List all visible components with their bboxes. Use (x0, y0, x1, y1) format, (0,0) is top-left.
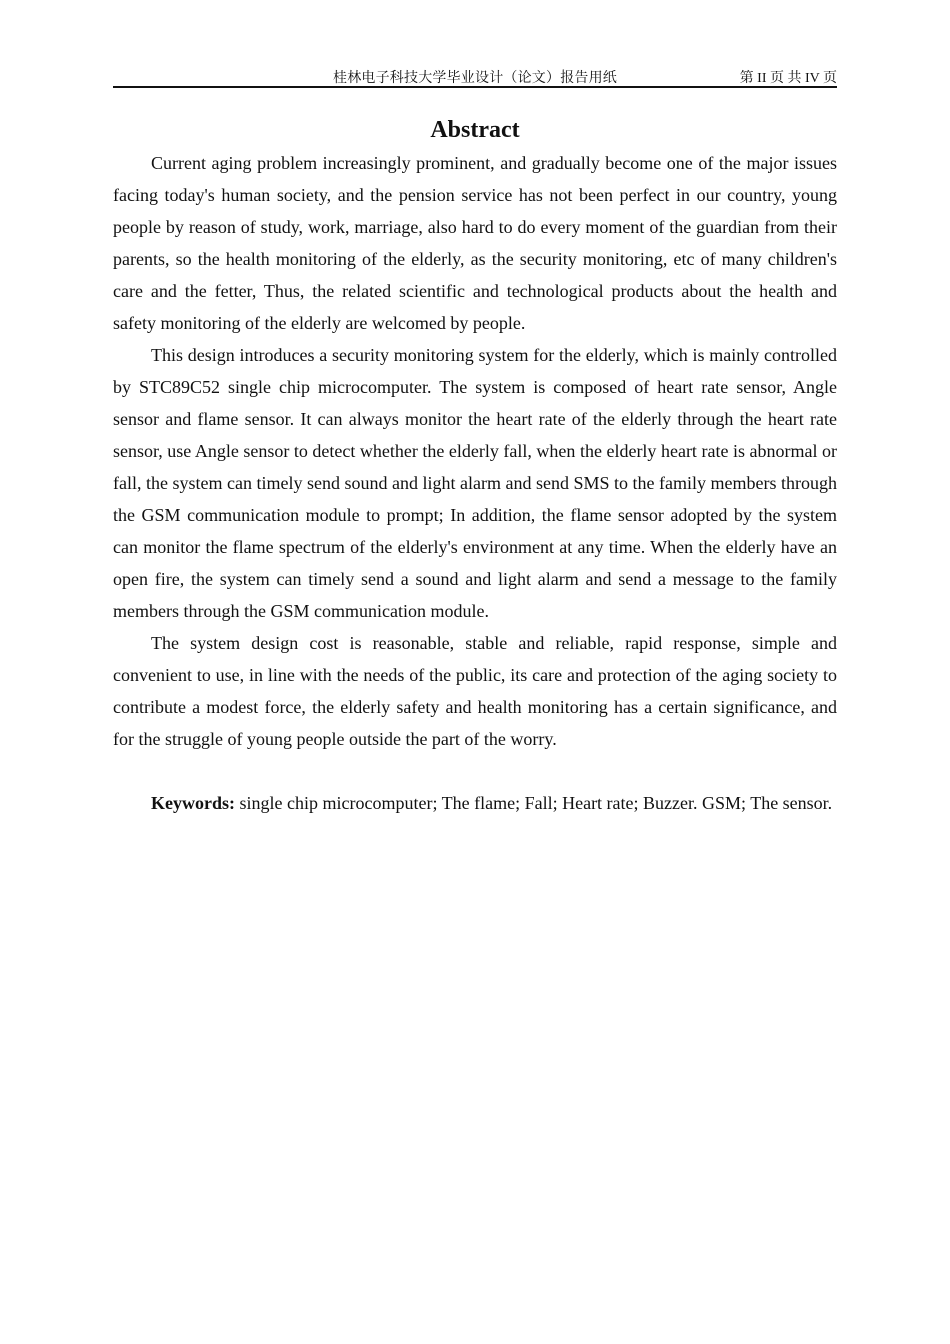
abstract-heading: Abstract (430, 117, 520, 143)
keywords-label: Keywords: (151, 793, 235, 813)
page-header (113, 66, 837, 88)
abstract-paragraph-2: This design introduces a security monitoring system for the elderly, which is mainly controlled by STC89C52 single chip microcomputer. The system is composed of heart rate sensor, Angle sensor and flame sensor. It can always monitor the heart rate of the elderly through the heart rate sensor, use Angle sensor to detect whether the elderly fall, when the elderly heart rate is abnormal or fall, the system can timely send sound and light alarm and send SMS to the family members through the GSM communication module to prompt; In addition, the flame sensor adopted by the system can monitor the flame spectrum of the elderly's environment at any time. When the elderly have an open fire, the system can timely send a sound and light alarm and send a message to the family members through the GSM communication module. (113, 345, 837, 621)
keywords-line (113, 787, 837, 819)
abstract-paragraph-1: Current aging problem increasingly prominent, and gradually become one of the major issues facing today's human society, and the pension service has not been perfect in our country, young people by reason of study, work, marriage, also hard to do every moment of the guardian from their parents, so the health monitoring of the elderly, as the security monitoring, etc of many children's care and the fetter, Thus, the related scientific and technological products about the health and safety monitoring of the elderly are welcomed by people. (113, 153, 837, 333)
abstract-paragraph-3: The system design cost is reasonable, stable and reliable, rapid response, simple and convenient to use, in line with the needs of the public, its care and protection of the aging society to contribute a modest force, the elderly safety and health monitoring has a certain significance, and for the struggle of young people outside the part of the worry. (113, 633, 837, 749)
page-indicator: 第 II 页 共 IV 页 (739, 71, 837, 86)
keywords-text: single chip microcomputer; The flame; Fall; Heart rate; Buzzer. GSM; The sensor. (235, 793, 833, 813)
header-title: 桂林电子科技大学毕业设计（论文）报告用纸 (333, 71, 617, 86)
abstract-section (113, 113, 837, 819)
